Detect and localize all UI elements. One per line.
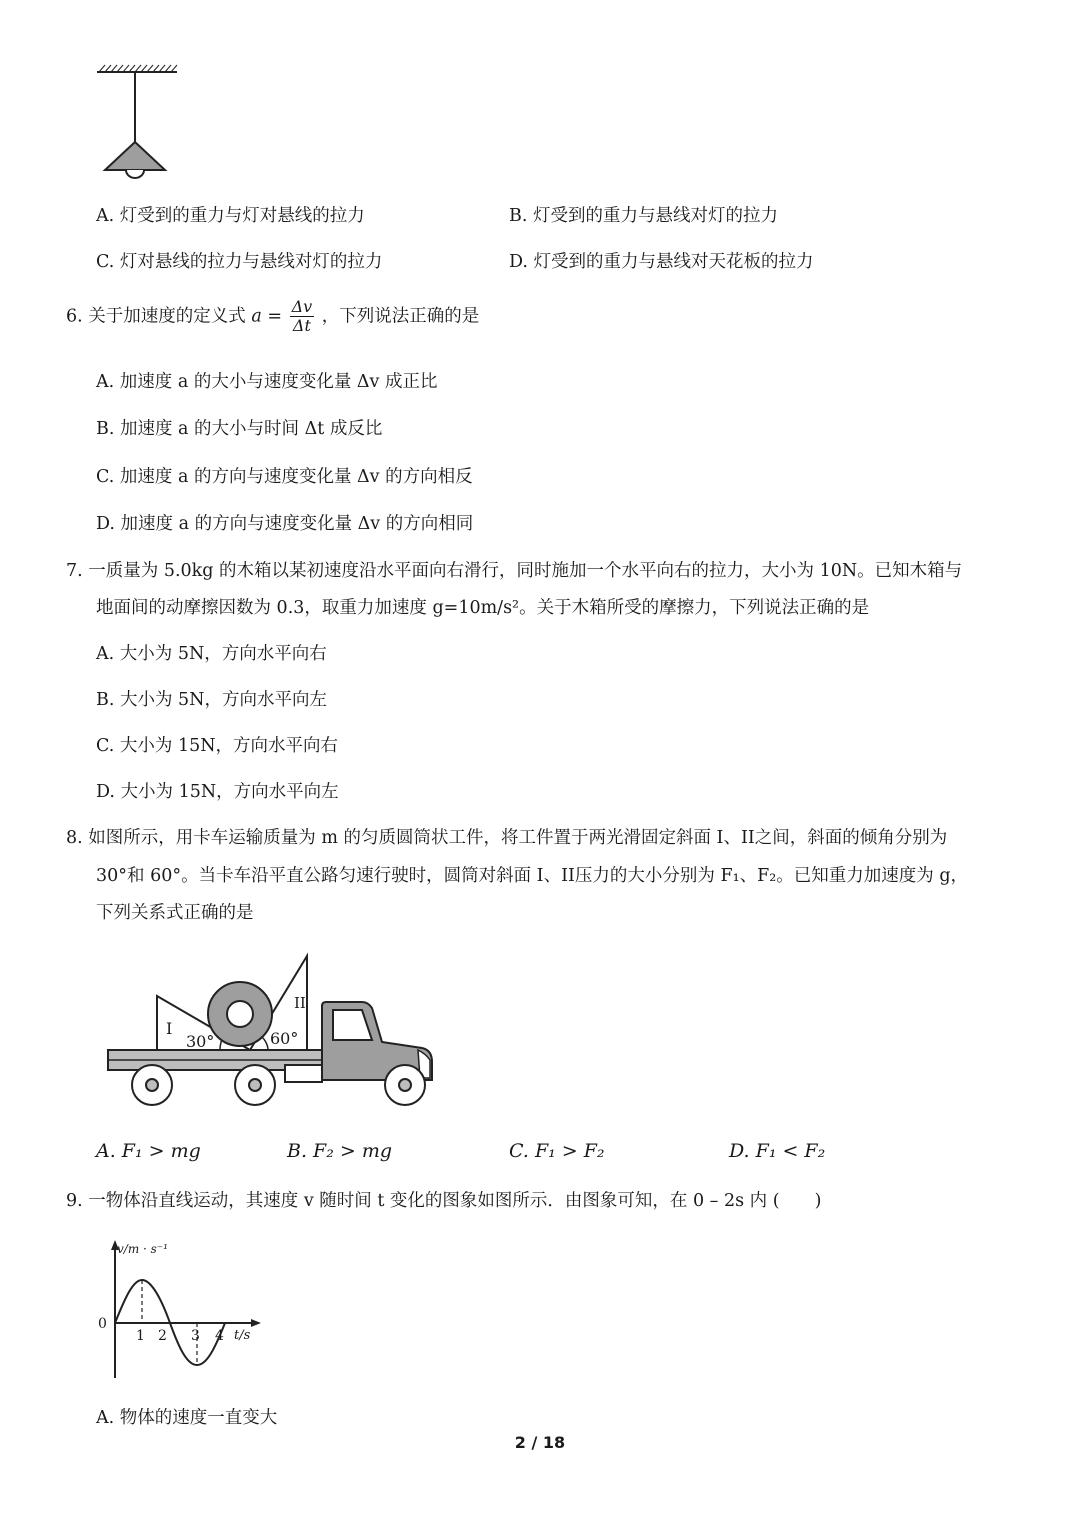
- q6-formula-numerator: Δv: [291, 297, 313, 316]
- tick-label-3: 3: [191, 1328, 200, 1344]
- q5-option-d: D. 灯受到的重力与悬线对天花板的拉力: [509, 252, 814, 272]
- tick-label-1: 1: [136, 1328, 145, 1344]
- q8-option-b: B. F₂ > mg: [287, 1140, 393, 1162]
- q8-option-c: C. F₁ > F₂: [509, 1140, 605, 1162]
- q5-option-a: A. 灯受到的重力与灯对悬线的拉力: [96, 206, 365, 226]
- q8-option-d: D. F₁ < F₂: [729, 1140, 826, 1162]
- q6-option-a: A. 加速度 a 的大小与速度变化量 Δv 成正比: [96, 372, 438, 392]
- q7-option-d: D. 大小为 15N，方向水平向左: [96, 782, 339, 802]
- angle-60-label: 60°: [270, 1029, 299, 1048]
- q9-stem: 9. 一物体沿直线运动，其速度 v 随时间 t 变化的图象如图所示．由图象可知，在 0 – 2s 内 ( ): [66, 1191, 822, 1211]
- q6-stem-prefix: 6. 关于加速度的定义式: [66, 306, 246, 327]
- q7-option-a: A. 大小为 5N，方向水平向右: [96, 644, 327, 664]
- q6-formula-fraction: [290, 298, 315, 336]
- q6-option-b: B. 加速度 a 的大小与时间 Δt 成反比: [96, 419, 383, 439]
- q8-stem-line-1: 8. 如图所示，用卡车运输质量为 m 的匀质圆筒状工件，将工件置于两光滑固定斜面 I、II之间，斜面的倾角分别为: [66, 828, 948, 848]
- incline-2-label: II: [294, 994, 306, 1012]
- q6-stem-suffix: ，下列说法正确的是: [321, 306, 480, 327]
- q8-option-a: A. F₁ > mg: [96, 1140, 201, 1162]
- q8-stem-line-3: 下列关系式正确的是: [96, 903, 254, 923]
- q5-option-b: B. 灯受到的重力与悬线对灯的拉力: [509, 206, 778, 226]
- velocity-time-graph: [95, 1238, 265, 1383]
- origin-label: 0: [98, 1316, 107, 1332]
- q7-option-c: C. 大小为 15N，方向水平向右: [96, 736, 339, 756]
- q7-stem-line-1: 7. 一质量为 5.0kg 的木箱以某初速度沿水平面向右滑行，同时施加一个水平向右的拉力，大小为 10N。已知木箱与: [66, 561, 963, 581]
- t-axis-label: t/s: [234, 1328, 251, 1343]
- hanging-lamp-figure: [95, 62, 185, 182]
- q6-stem: [66, 298, 479, 336]
- q6-option-d: D. 加速度 a 的方向与速度变化量 Δv 的方向相同: [96, 514, 474, 534]
- truck-figure: [100, 950, 440, 1115]
- v-axis-label: v/m · s⁻¹: [117, 1242, 168, 1256]
- q7-stem-line-2: 地面间的动摩擦因数为 0.3，取重力加速度 g=10m/s²。关于木箱所受的摩擦力，下列说法正确的是: [96, 598, 870, 618]
- q6-option-c: C. 加速度 a 的方向与速度变化量 Δv 的方向相反: [96, 467, 473, 487]
- q7-option-b: B. 大小为 5N，方向水平向左: [96, 690, 327, 710]
- page-number: 2 / 18: [514, 1433, 566, 1452]
- q9-option-a: A. 物体的速度一直变大: [96, 1408, 278, 1428]
- tick-label-2: 2: [158, 1328, 167, 1344]
- incline-1-label: I: [166, 1019, 173, 1038]
- q8-stem-line-2: 30°和 60°。当卡车沿平直公路匀速行驶时，圆筒对斜面 I、II压力的大小分别为 F₁、F₂。已知重力加速度为 g，: [96, 866, 969, 886]
- q6-formula-denominator: Δt: [292, 316, 311, 336]
- tick-label-4: 4: [215, 1328, 224, 1344]
- angle-30-label: 30°: [186, 1032, 215, 1051]
- q6-formula-lhs: a =: [251, 306, 283, 327]
- q5-option-c: C. 灯对悬线的拉力与悬线对灯的拉力: [96, 252, 383, 272]
